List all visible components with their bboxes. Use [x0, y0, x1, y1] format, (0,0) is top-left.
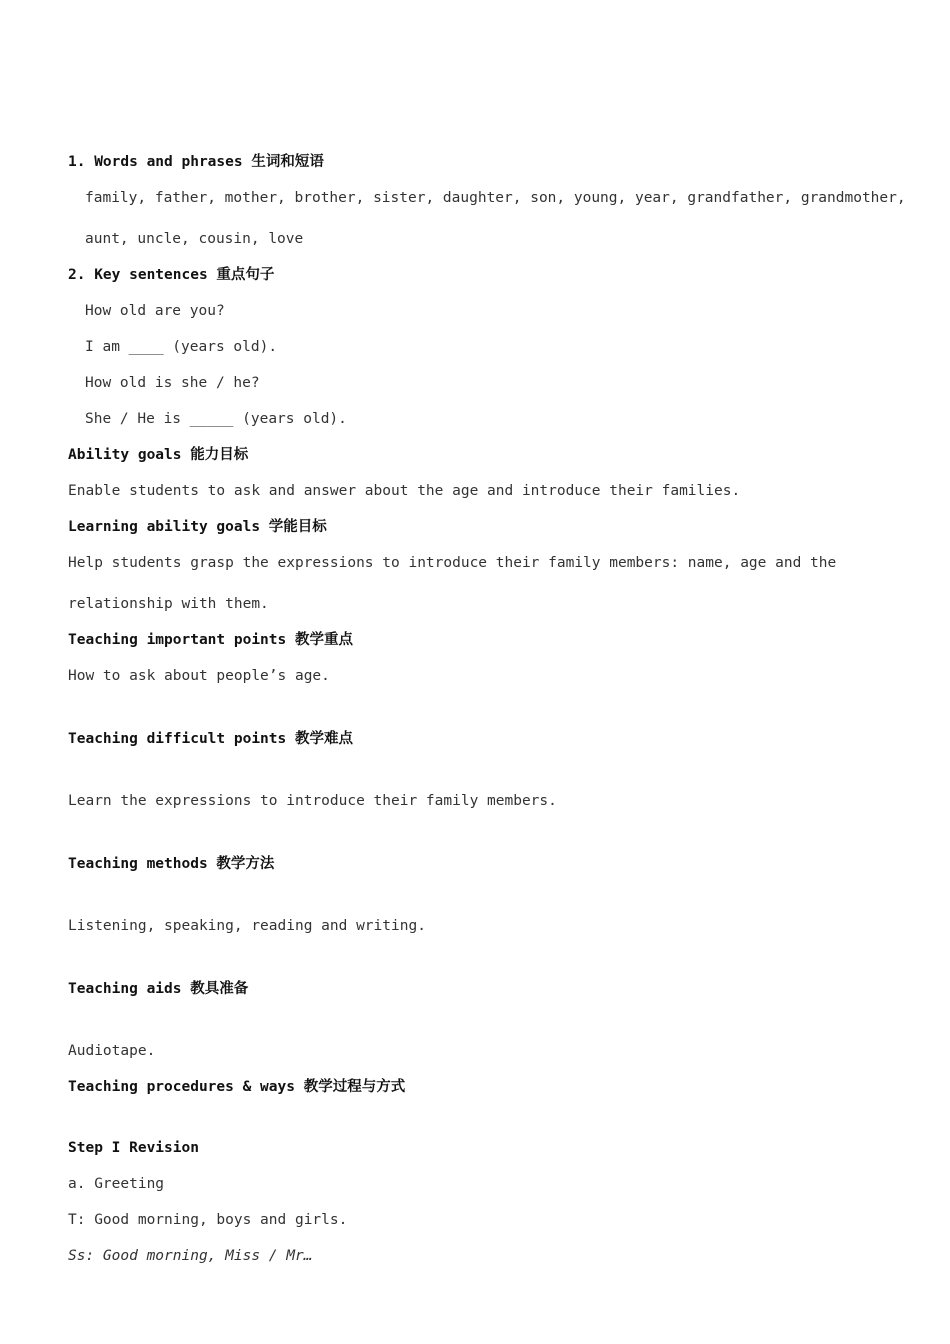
words-line-1: family, father, mother, brother, sister, daughter, son, young, year, grandfather, grandmother,	[85, 190, 906, 206]
key-sentence-4: She / He is _____ (years old).	[85, 411, 347, 427]
methods-text: Listening, speaking, reading and writing.	[68, 918, 426, 934]
learning-goals-heading: Learning ability goals 学能目标	[68, 519, 327, 535]
aids-text: Audiotape.	[68, 1043, 156, 1059]
teacher-line: T: Good morning, boys and girls.	[68, 1212, 348, 1228]
students-line: Ss: Good morning, Miss / Mr…	[68, 1248, 313, 1264]
step-heading: Step I Revision	[68, 1140, 199, 1156]
words-line-2: aunt, uncle, cousin, love	[85, 231, 304, 247]
learning-goals-line-2: relationship with them.	[68, 596, 269, 612]
step-item-a: a. Greeting	[68, 1176, 165, 1192]
aids-heading: Teaching aids 教具准备	[68, 981, 249, 997]
difficult-points-heading: Teaching difficult points 教学难点	[68, 731, 353, 747]
ability-goals-text: Enable students to ask and answer about the age and introduce their families.	[68, 483, 741, 499]
important-points-heading: Teaching important points 教学重点	[68, 632, 353, 648]
ability-goals-heading: Ability goals 能力目标	[68, 447, 249, 463]
key-sentence-3: How old is she / he?	[85, 375, 260, 391]
words-heading: 1. Words and phrases 生词和短语	[68, 154, 324, 170]
key-sentence-1: How old are you?	[85, 303, 225, 319]
difficult-points-text: Learn the expressions to introduce their family members.	[68, 793, 557, 809]
key-sentences-heading: 2. Key sentences 重点句子	[68, 267, 275, 283]
procedures-heading: Teaching procedures & ways 教学过程与方式	[68, 1079, 406, 1095]
methods-heading: Teaching methods 教学方法	[68, 856, 275, 872]
important-points-text: How to ask about people’s age.	[68, 668, 330, 684]
learning-goals-line-1: Help students grasp the expressions to introduce their family members: name, age and the	[68, 555, 837, 571]
key-sentence-2: I am ____ (years old).	[85, 339, 278, 355]
